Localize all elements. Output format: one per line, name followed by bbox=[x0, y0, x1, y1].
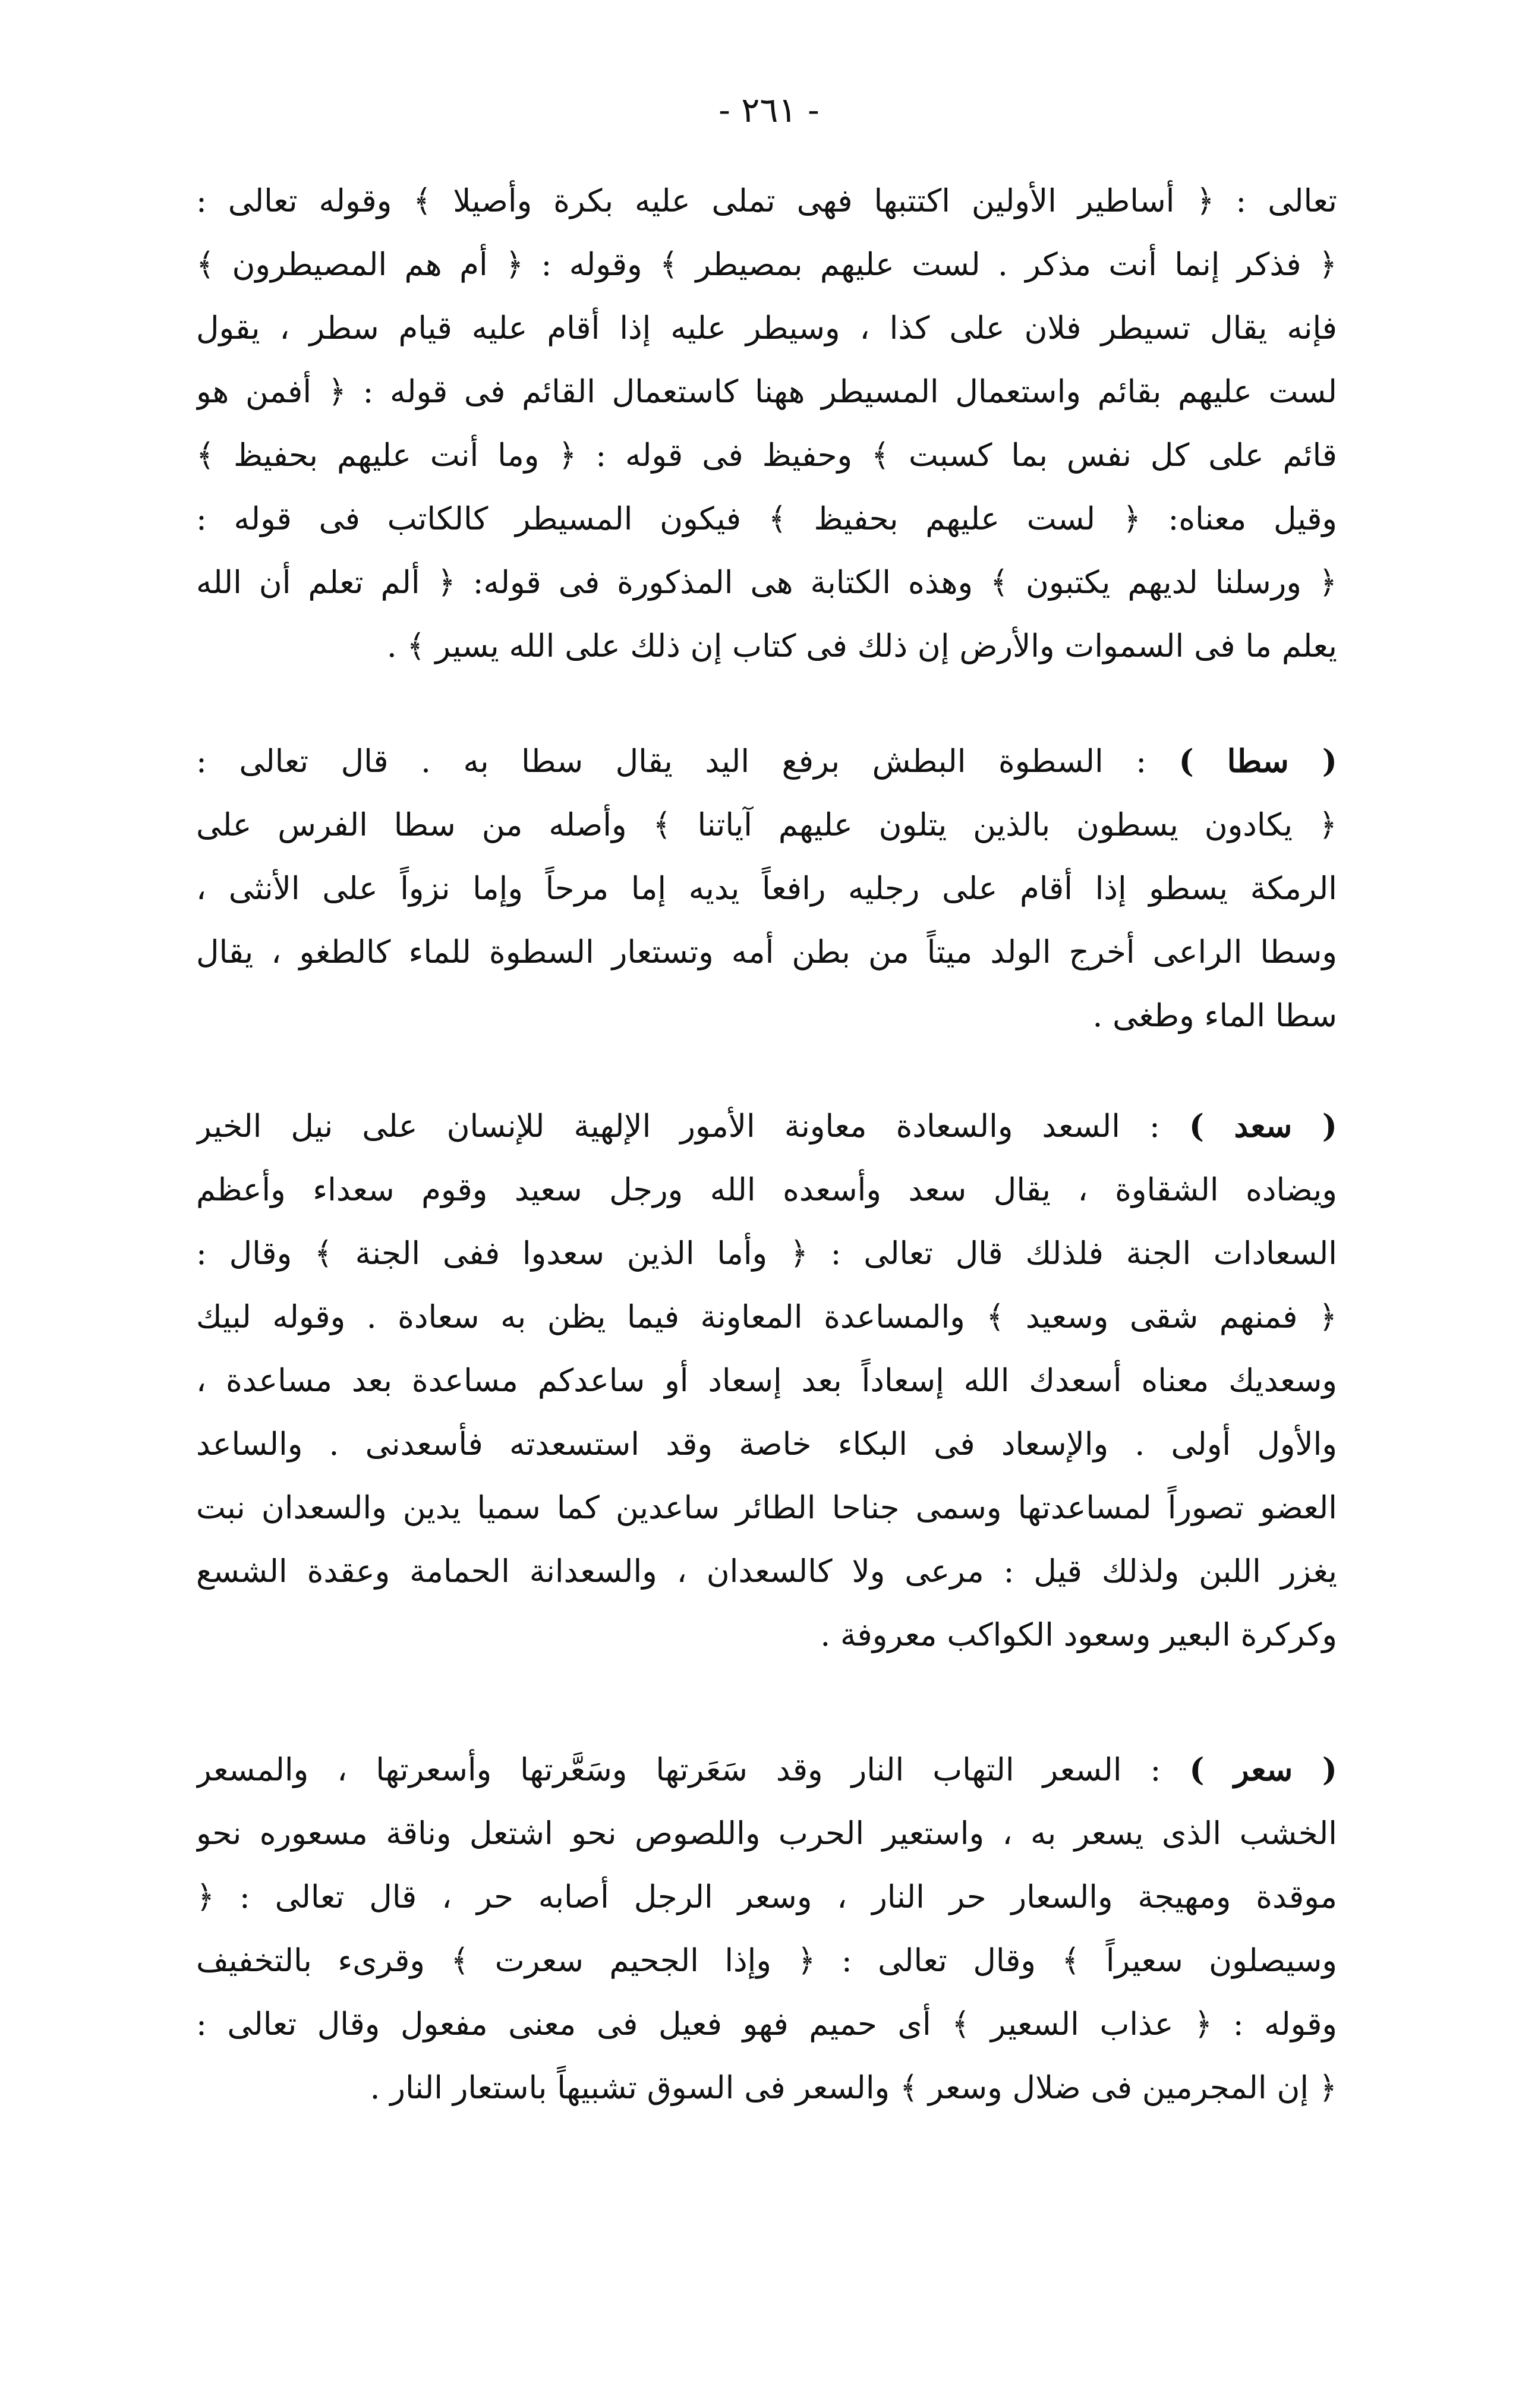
text-line: يعلم ما فى السموات والأرض إن ذلك فى كتاب إن ذلك على الله يسير ﴾ . bbox=[386, 628, 1337, 664]
paragraph-continuation bbox=[196, 169, 1337, 678]
text-line: موقدة ومهيجة والسعار حر النار ، وسعر الرجل أصابه حر ، قال تعالى : ﴿ bbox=[196, 1879, 1337, 1915]
text-line bbox=[196, 1095, 1337, 1158]
entry-heading: ( سعد ) bbox=[1189, 1108, 1337, 1145]
entry-text: : السعر التهاب النار وقد سَعَرتها وسَعَّرتها وأسعرتها ، والمسعر bbox=[196, 1752, 1190, 1788]
entry-text: : السطوة البطش برفع اليد يقال سطا به . قال تعالى : bbox=[196, 743, 1179, 780]
text-line: السعادات الجنة فلذلك قال تعالى : ﴿ وأما الذين سعدوا ففى الجنة ﴾ وقال : bbox=[196, 1235, 1337, 1272]
text-line bbox=[196, 730, 1337, 793]
text-line: وسعديك معناه أسعدك الله إسعاداً بعد إسعاد أو ساعدكم مساعدة بعد مساعدة ، bbox=[196, 1363, 1337, 1399]
text-line: ﴿ فذكر إنما أنت مذكر . لست عليهم بمصيطر ﴾ وقوله : ﴿ أم هم المصيطرون ﴾ bbox=[196, 247, 1337, 283]
text-line: سطا الماء وطغى . bbox=[1092, 998, 1337, 1034]
text-line: ﴿ يكادون يسطون بالذين يتلون عليهم آياتنا ﴾ وأصله من سطا الفرس على bbox=[196, 807, 1337, 843]
text-line bbox=[196, 1738, 1337, 1802]
text-line: وسيصلون سعيراً ﴾ وقال تعالى : ﴿ وإذا الجحيم سعرت ﴾ وقرىء بالتخفيف bbox=[196, 1943, 1337, 1979]
entry-saar bbox=[196, 1738, 1337, 2120]
text-line: الخشب الذى يسعر به ، واستعير الحرب واللصوص نحو اشتعل وناقة مسعوره نحو bbox=[196, 1816, 1337, 1852]
text-line: وقوله : ﴿ عذاب السعير ﴾ أى حميم فهو فعيل فى معنى مفعول وقال تعالى : bbox=[196, 2006, 1337, 2043]
text-line: ويضاده الشقاوة ، يقال سعد وأسعده الله ورجل سعيد وقوم سعداء وأعظم bbox=[196, 1172, 1337, 1208]
text-line: وسطا الراعى أخرج الولد ميتاً من بطن أمه وتستعار السطوة للماء كالطغو ، يقال bbox=[196, 934, 1337, 970]
text-line: ﴿ فمنهم شقى وسعيد ﴾ والمساعدة المعاونة فيما يظن به سعادة . وقوله لبيك bbox=[196, 1299, 1337, 1335]
text-line: يغزر اللبن ولذلك قيل : مرعى ولا كالسعدان ، والسعدانة الحمامة وعقدة الشسع bbox=[196, 1553, 1337, 1590]
entry-sata bbox=[196, 730, 1337, 1048]
text-line: وقيل معناه: ﴿ لست عليهم بحفيظ ﴾ فيكون المسيطر كالكاتب فى قوله : bbox=[196, 501, 1337, 537]
text-line: تعالى : ﴿ أساطير الأولين اكتتبها فهى تملى عليه بكرة وأصيلا ﴾ وقوله تعالى : bbox=[196, 183, 1337, 219]
text-line: فإنه يقال تسيطر فلان على كذا ، وسيطر عليه إذا أقام عليه قيام سطر ، يقول bbox=[196, 310, 1337, 346]
text-line: ﴿ ورسلنا لديهم يكتبون ﴾ وهذه الكتابة هى المذكورة فى قوله: ﴿ ألم تعلم أن الله bbox=[196, 565, 1337, 601]
text-line: والأول أولى . والإسعاد فى البكاء خاصة وقد استسعدته فأسعدنى . والساعد bbox=[196, 1426, 1337, 1463]
text-line: ﴿ إن المجرمين فى ضلال وسعر ﴾ والسعر فى السوق تشبيهاً باستعار النار . bbox=[370, 2070, 1337, 2106]
entry-text: : السعد والسعادة معاونة الأمور الإلهية للإنسان على نيل الخير bbox=[196, 1108, 1189, 1145]
text-line: العضو تصوراً لمساعدتها وسمى جناحا الطائر ساعدين كما سميا يدين والسعدان نبت bbox=[196, 1490, 1337, 1526]
entry-heading: ( سعر ) bbox=[1189, 1751, 1337, 1788]
page-number: - ٢٦١ - bbox=[718, 90, 820, 130]
entry-saad bbox=[196, 1095, 1337, 1667]
text-line: الرمكة يسطو إذا أقام على رجليه رافعاً يديه إما مرحاً وإما نزواً على الأنثى ، bbox=[196, 871, 1337, 907]
text-line: وكركرة البعير وسعود الكواكب معروفة . bbox=[820, 1617, 1337, 1653]
text-line: قائم على كل نفس بما كسبت ﴾ وحفيظ فى قوله : ﴿ وما أنت عليهم بحفيظ ﴾ bbox=[196, 437, 1337, 474]
text-line: لست عليهم بقائم واستعمال المسيطر ههنا كاستعمال القائم فى قوله : ﴿ أفمن هو bbox=[196, 374, 1337, 410]
entry-heading: ( سطا ) bbox=[1178, 743, 1337, 780]
